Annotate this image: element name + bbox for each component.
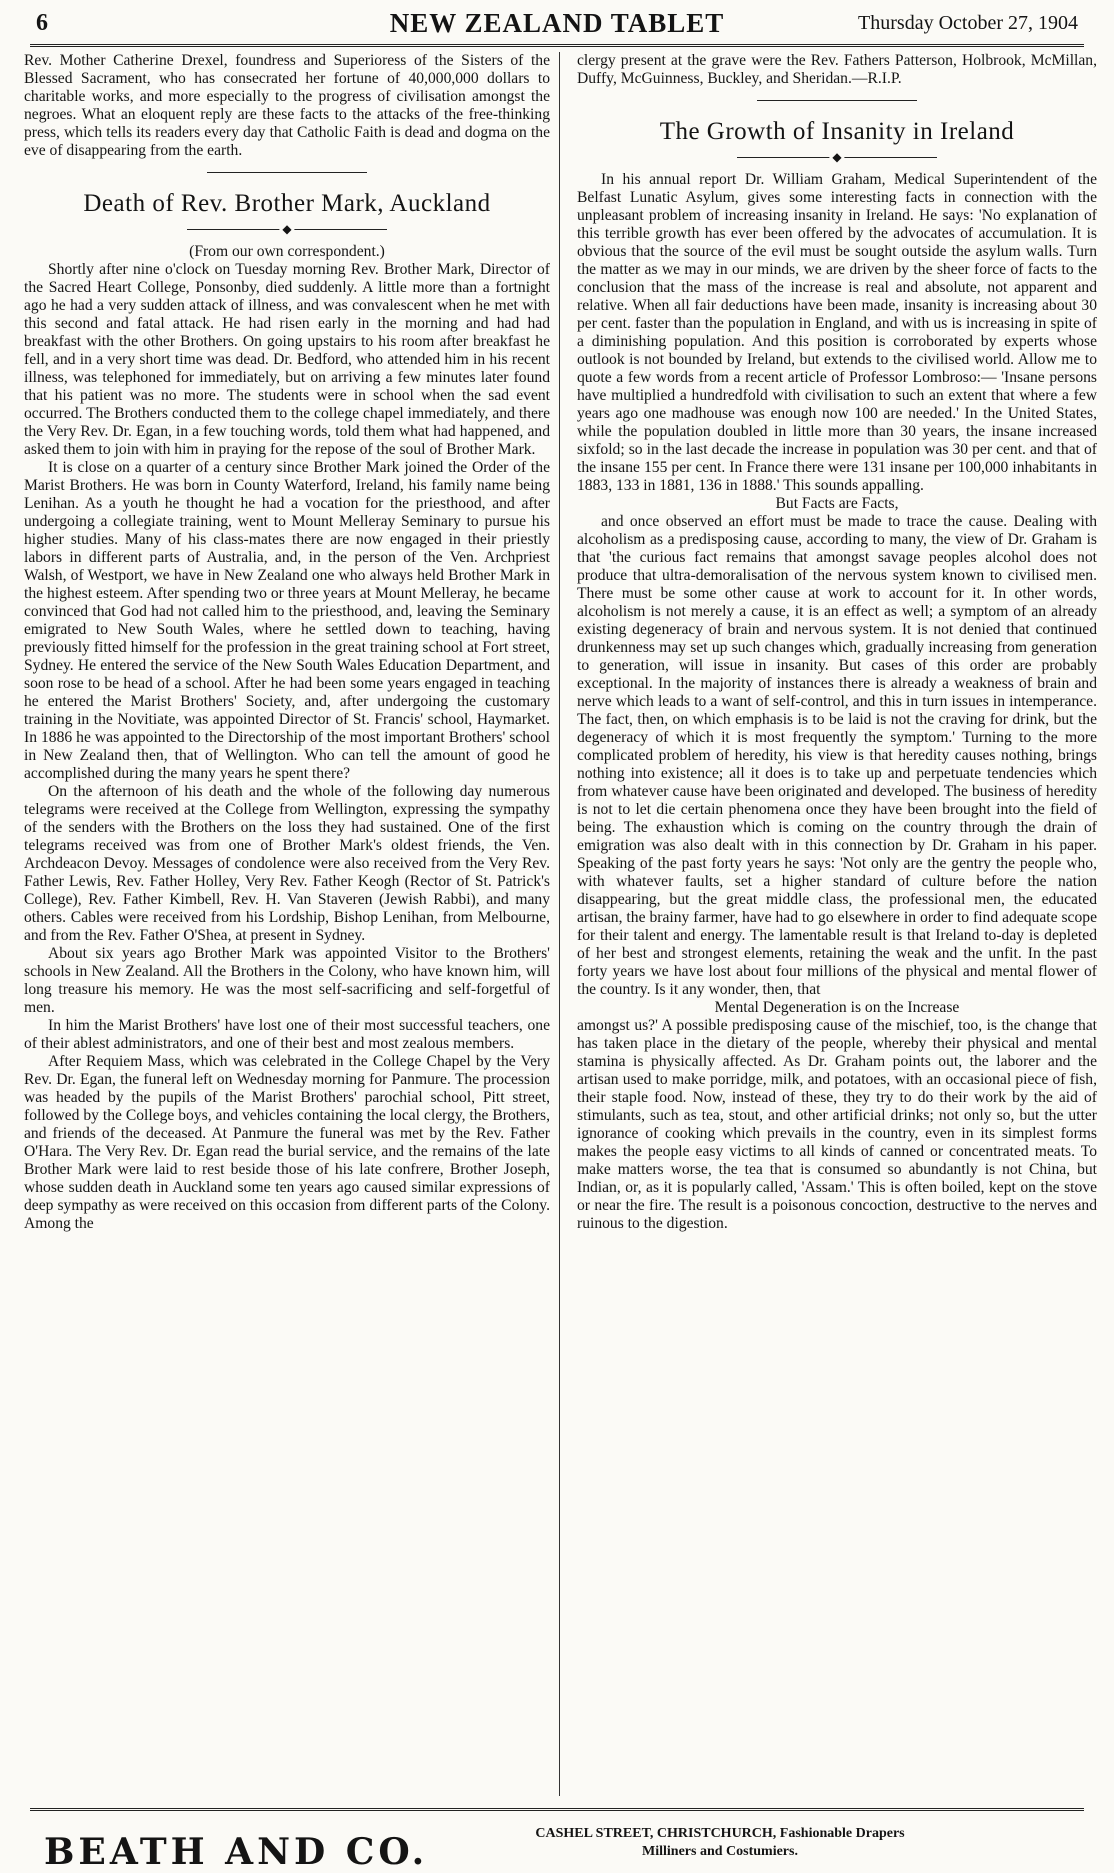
- masthead: [30, 8, 1084, 47]
- subheading: Mental Degeneration is on the Increase: [714, 999, 960, 1016]
- article-paragraph: On the afternoon of his death and the whole of the following day numerous telegrams were received at the College from Wellington, expressing the sympathy of the senders with the Brothers on the loss they had sustained. One of the first telegrams received was from one of Brother Mark's oldest friends, the Ven. Archdeacon Devoy. Messages of condolence were also received from the Very Rev. Father Lewis, Rev. Father Holley, Very Rev. Father Keogh (Rector of St. Patrick's College), Rev. Father Kimbell, Rev. H. Van Staveren (Jewish Rabbi), and many others. Cables were received from his Lordship, Bishop Lenihan, from Melbourne, and from the Rev. Father O'Shea, at present in Sydney.: [24, 783, 550, 944]
- left-column: [24, 52, 550, 1796]
- continuation-paragraph: clergy present at the grave were the Rev. Fathers Patterson, Holbrook, McMillan, Duffy, McGuinness, Buckley, and Sheridan.—R.I.P.: [577, 52, 1097, 87]
- newspaper-title: NEW ZEALAND TABLET: [389, 8, 725, 38]
- article-paragraph: In him the Marist Brothers' have lost one of their most successful teachers, one of their ablest administrators, and one of their best and most zealous members.: [24, 1017, 550, 1052]
- diamond-ornament-icon: ◆: [829, 151, 844, 163]
- headline-rule: [187, 222, 387, 236]
- address-line: Milliners and Costumiers.: [642, 1844, 798, 1859]
- section-divider: [757, 100, 917, 101]
- issue-date: Thursday October 27, 1904: [858, 12, 1078, 34]
- advertisement-footer: [30, 1808, 1084, 1873]
- article-paragraph: amongst us?' A possible predisposing cause of the mischief, too, is the change that has taken place in the dietary of the people, whereby their physical and mental stamina is physically affected. As Dr. Graham points out, the laborer and the artisan used to make porridge, milk, and potatoes, with an occasional piece of fish, their staple food. Now, instead of these, they try to do their work by the aid of stimulants, such as tea, stout, and other artificial drinks; not only so, but the utter ignorance of cooking which prevails in the country, even in its simplest forms makes the people easy victims to all kinds of canned or concentrated meats. To make matters worse, the tea that is consumed so abundantly is not China, but Indian, or, as it is popularly called, 'Assam.' This is often boiled, kept on the stove or near the fire. The result is a poisonous concoction, destructive to the nerves and ruinous to the digestion.: [577, 1017, 1097, 1232]
- intro-paragraph: Rev. Mother Catherine Drexel, foundress and Superioress of the Sisters of the Blessed Sacrament, who has consecrated her fortune of 40,000,000 dollars to charitable works, and more especially to the progress of civilisation amongst the negroes. What an eloquent reply are these facts to the attacks of the free-thinking press, which tells its readers every day that Catholic Faith is dead and dogma on the eve of disappearing from the earth.: [24, 52, 550, 159]
- headline-brother-mark: Death of Rev. Brother Mark, Auckland: [83, 190, 491, 217]
- advertiser-brand: BEATH AND CO.: [44, 1831, 429, 1873]
- article-paragraph: In his annual report Dr. William Graham, Medical Superintendent of the Belfast Lunatic Asylum, gives some interesting facts in connection with the unpleasant problem of increasing insanity in Ireland. He says: 'No explanation of this terrible growth has ever been offered by the advocates of accumulation. It is obvious that the source of the evil must be sought outside the asylum walls. Turn the matter as we may in our minds, we are driven by the sheer force of facts to the conclusion that the mass of the increase is real and absolute, not apparent and relative. When all fair deductions have been made, insanity is increasing about 30 per cent. faster than the population in England, and with us is increasing in spite of a diminishing population. And this position is corroborated by experts whose outlook is not bounded by Ireland, but extends to the civilised world. Allow me to quote a few words from a recent article of Professor Lombroso:— 'Insane persons have multiplied a hundredfold with civilisation to such an extent that where a few years ago one madhouse was enough now 100 are needed.' In the United States, while the population doubled in little more than 30 years, the insane increased sixfold; so in the last decade the increase in population was 30 per cent. and that of the insane 155 per cent. In France there were 131 insane per 100,000 inhabitants in 1883, 133 in 1881, 136 in 1888.' This sounds appalling.: [577, 171, 1097, 494]
- headline-rule: [737, 150, 937, 164]
- right-column: [577, 52, 1097, 1796]
- article-paragraph: It is close on a quarter of a century since Brother Mark joined the Order of the Marist Brothers. He was born in County Waterford, Ireland, his family name being Lenihan. As a youth he thought he had a vocation for the priesthood, and after undergoing a collegiate training, went to Mount Melleray Seminary to pursue his higher studies. Many of his class-mates there are now engaged in their priestly labors in different parts of Australia, and, in the person of the Ven. Archpriest Walsh, of Westport, we have in New Zealand one who always held Brother Mark in the highest esteem. After spending two or three years at Mount Melleray, he became convinced that God had not called him to the priesthood, and, leaving the Seminary emigrated to New South Wales, where he settled down to teaching, having previously fitted himself for the profession in the great training school at Fort street, Sydney. He entered the service of the New South Wales Education Department, and soon rose to be head of a school. After he had been some years engaged in teaching he entered the Marist Brothers' Society, and, after undergoing the customary training in the Novitiate, was appointed Director of St. Francis' school, Haymarket. In 1886 he was appointed to the Directorship of the most important Brothers' school in New Zealand then, that of Wellington. Who can tell the amount of good he accomplished during the many years he spent there?: [24, 459, 550, 782]
- advertiser-address: [460, 1825, 980, 1861]
- article-paragraph: and once observed an effort must be made to trace the cause. Dealing with alcoholism as a predisposing cause, according to many, the view of Dr. Graham is that 'the curious fact remains that amongst savage peoples alcohol does not produce that ultra-demoralisation of the nervous system known to civilised men. There must be some other cause at work to account for it. In other words, alcoholism is not merely a cause, it is an effect as well; a symptom of an already existing degeneracy of brain and nervous system. It is not denied that continued drunkenness may set up such changes which, gradually increasing from generation to generation, will issue in insanity. But cases of this order are probably exceptional. In the majority of instances there is already a weakness of brain and nerve which leads to a want of self-control, and this in turn issues in intemperance. The fact, then, on which emphasis is to be laid is not the craving for drink, but the degeneracy of which it is most frequently the symptom.' Turning to the more complicated problem of heredity, his view is that heredity causes nothing, brings nothing into existence; all it does is to take up and perpetuate tendencies which from whatever cause have been originated and developed. The business of heredity is not to let die certain phenomena once they have been brought into the field of being. The exhaustion which is coming on the country through the drain of emigration was also dealt with in this connection by Dr. Graham in his paper. Speaking of the past forty years he says: 'Not only are the gentry the people who, with whatever faults, set a higher standard of culture before the nation disappearing, but the great middle class, the professional men, the educated artisan, the brainy farmer, have had to go elsewhere in order to find adequate scope for their talent and energy. The lamentable result is that Ireland to-day is depleted of her best and strongest elements, retaining the weak and the unfit. In the past forty years we have lost about four millions of the physical and mental flower of the country. Is it any wonder, then, that: [577, 513, 1097, 998]
- byline: (From our own correspondent.): [189, 243, 385, 260]
- section-divider: [207, 172, 367, 173]
- address-line: CASHEL STREET, CHRISTCHURCH, Fashionable Drapers: [535, 1826, 905, 1841]
- column-divider: [559, 52, 560, 1796]
- headline-insanity-ireland: The Growth of Insanity in Ireland: [659, 118, 1015, 145]
- subheading: But Facts are Facts,: [775, 495, 899, 512]
- article-paragraph: After Requiem Mass, which was celebrated in the College Chapel by the Very Rev. Dr. Egan, the funeral left on Wednesday morning for Panmure. The procession was headed by the pupils of the Marist Brothers' parochial school, Pitt street, followed by the College boys, and vehicles containing the local clergy, the Brothers, and friends of the deceased. At Panmure the funeral was met by the Rev. Father O'Hara. The Very Rev. Dr. Egan read the burial service, and the remains of the late Brother Mark were laid to rest beside those of his late confrere, Brother Joseph, whose sudden death in Auckland some ten years ago caused similar expressions of deep sympathy as were received on this occasion from different parts of the Colony. Among the: [24, 1053, 550, 1232]
- article-paragraph: Shortly after nine o'clock on Tuesday morning Rev. Brother Mark, Director of the Sacred Heart College, Ponsonby, died suddenly. A little more than a fortnight ago he had a very sudden attack of illness, and was convalescent when he met with this second and fatal attack. He had risen early in the morning and had had breakfast with the other Brothers. On going upstairs to his room after breakfast he fell, and in a very short time was dead. Dr. Bedford, who attended him in his recent illness, was telephoned for immediately, but on arriving a few minutes later found that his patient was no more. The students were in school when the sad event occurred. The Brothers conducted them to the college chapel immediately, and there the Very Rev. Dr. Egan, in a few touching words, told them what had happened, and asked them to join with him in praying for the repose of the soul of Brother Mark.: [24, 261, 550, 458]
- article-paragraph: About six years ago Brother Mark was appointed Visitor to the Brothers' schools in New Zealand. All the Brothers in the Colony, who have known him, will long treasure his memory. He was the most self-sacrificing and self-forgetful of men.: [24, 945, 550, 1016]
- diamond-ornament-icon: ◆: [279, 223, 294, 235]
- page-number: 6: [36, 10, 48, 36]
